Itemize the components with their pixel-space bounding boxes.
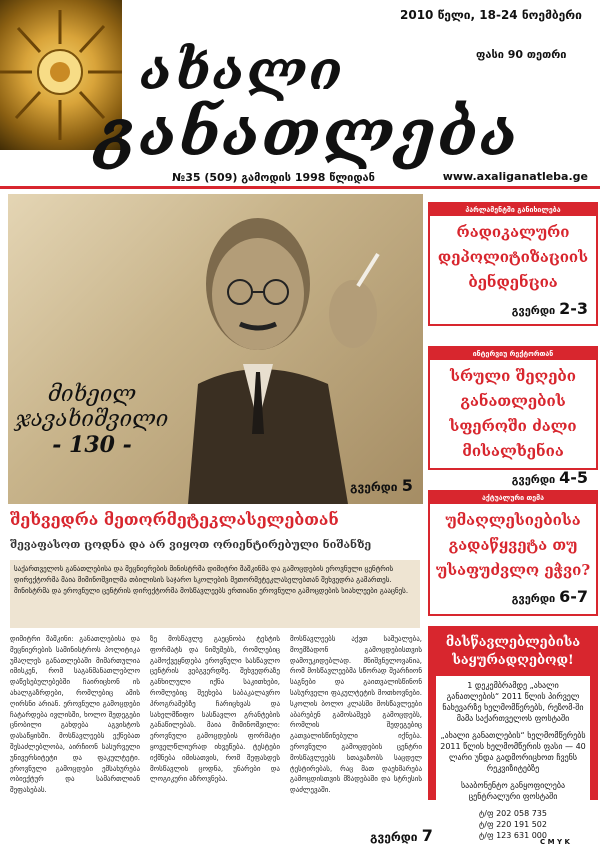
article-subhead: შევაფასოთ ცოდნა და არ ვიყოთ ორიენტირებული ნიშანზე bbox=[10, 538, 372, 551]
teaser-page-ref bbox=[430, 464, 596, 491]
notice-item-1: 1 დეკემბრამდე „ახალი განათლების“ 2011 წლის პირველ ნახევარზე ხელმომწერებს, რეზომ-ში მამა საქართველოს ფოსტაში bbox=[442, 681, 584, 723]
cmyk-marker: C M Y K bbox=[540, 838, 570, 846]
teaser-title: სრული შეღები განათლების სფეროში ძალი მისალხენია bbox=[449, 367, 577, 460]
caption-first-name: მიხეილ bbox=[47, 382, 137, 407]
teaser-header: პარლამენტში განიხილება bbox=[430, 204, 596, 216]
page-number: 5 bbox=[401, 476, 413, 495]
masthead-title-line1: ახალი bbox=[140, 38, 345, 102]
article-column-1: დიმიტრი შაშკინი: განათლებისა და მეცნიერების სამინისტროს პოლიტიკა უმაღლეს განათლებაში მიმართულია იმისკენ, რომ საგანმანათლებლო დაწესებულებებში ჩაირიცხონ ის ახალგაზრდები, რომლებიც ამის ღირსნი არიან. ეროვნული გამოცდები ჩატარდება ივლისში, ხოლო შედეგები ცნობილი გახდება აგვისტოს დასაწყისში. მოსწავლეებს ექნებათ შესაძლებლობა, აირჩიონ სასურველი უნივერსიტეტი და ფაკულტეტი. ეროვნული გამოცდები ემსახურება ობიექტურ და სამართლიან შეფასებას. bbox=[10, 635, 140, 795]
page-label: გვერდი bbox=[511, 592, 556, 605]
teaser-title: უმაღლესიებისა გადაწყვეტა თუ უსაფუძვლო ეჭვი? bbox=[435, 511, 591, 579]
article-page-ref[interactable] bbox=[370, 826, 433, 845]
notice-phone-1: ტ/ფ 202 058 735 bbox=[479, 809, 547, 818]
page-number: 6-7 bbox=[559, 587, 588, 606]
page-number: 4-5 bbox=[559, 468, 588, 487]
page-number: 2-3 bbox=[559, 299, 588, 318]
caption-anniversary: - 130 - bbox=[52, 432, 132, 458]
notice-title: მასწავლებლებისა საყურადღებოდ! bbox=[430, 628, 596, 676]
teaser-header: აქტუალური თემა bbox=[430, 492, 596, 504]
article-headline[interactable]: შეხვედრა მეთორმეტეკლასელებთან bbox=[10, 510, 339, 529]
issue-number: №35 (509) გამოდის 1998 წლიდან bbox=[172, 171, 375, 184]
page-label: გვერდი bbox=[370, 830, 418, 844]
page-number: 7 bbox=[421, 826, 433, 845]
masthead-title-line2: განათლება bbox=[96, 96, 520, 171]
teaser-page-ref bbox=[430, 583, 596, 610]
teaser-header: ინტერვიუ რექტორთან bbox=[430, 348, 596, 360]
page-label: გვერდი bbox=[511, 473, 556, 486]
notice-item-2: „ახალი განათლების“ ხელმომწერებს 2011 წლის ხელმომწერის ფასი — 40 ლარი უნდა გადმორიცხოთ ჩვენს რეკვიზიტებზე bbox=[440, 731, 586, 773]
right-column bbox=[428, 194, 598, 854]
teaser-title: რადიკალური დეპოლიტიზაციის ბენდენცია bbox=[437, 223, 589, 291]
subscription-notice-box bbox=[428, 626, 598, 840]
masthead-divider bbox=[0, 186, 600, 189]
article-column-2: ზე მოსწავლე გაეცნობა ტესტის ფორმატს და ნიმუშებს, რომლებიც გამოქვეყნდება ეროვნული სასწავლო ცენტრის ვებგვერდზე. შეხვედრაზე განხილული იქნა საკითხები, რომლებიც შეეხება საბაკალავრო პროგრამებზე ჩარიცხვას და სახელმწიფო სასწავლო გრანტების განაწილებას. მაია მიმინოშვილი: ეროვნული გამოცდების ფორმატი ყოველწლიურად იხვეწება. ტესტები იქმნება იმისათვის, რომ შეფასდეს მოსწავლის ცოდნა, უნარები და ლოგიკური აზროვნება. bbox=[150, 635, 280, 784]
notice-phone-3: ტ/ფ 123 631 000 bbox=[479, 831, 547, 840]
notice-item-3: სააბონენტო განყოფილება ცენტრალური ფოსტაში bbox=[460, 781, 566, 801]
article-lead: საქართველოს განათლებისა და მეცნიერების მინისტრმა დიმიტრი შაშკინმა და გამოცდების ეროვნული ცენტრის დირექტორმა მაია მიმინოშვილმა თბილისის საჯარო სკოლების მეთორმეტეკლასელებთან შეხვედრა გამართეს. მინისტრმა და ეროვნული ცენტრის დირექტორმა მოსწავლეებს ერთიანი ეროვნული გამოცდების სიახლეები გააცნეს. bbox=[10, 560, 420, 628]
website-link[interactable]: www.axaliganatleba.ge bbox=[442, 170, 588, 183]
issue-price: ფასი 90 თეთრი bbox=[476, 48, 567, 61]
page-label: გვერდი bbox=[511, 304, 556, 317]
issue-dateline: 2010 წელი, 18-24 ნოემბერი bbox=[400, 8, 582, 22]
article-column-3: მოსწავლეებს აქვთ საშუალება, მოემზადონ გამოცდებისთვის დამოუკიდებლად. მნიშვნელოვანია, რომ მოსწავლეებმა სწორად შეარჩიონ საგნები და გაითვალისწინონ სასურველი ფაკულტეტის მოთხოვნები. სკოლის ბოლო კლასში მოსწავლეები აბარებენ გამოსაშვებ გამოცდებს, რომლის შედეგებიც გათვალისწინებული იქნება. ეროვნული გამოცდების ცენტრი მოსწავლეებს სთავაზობს საცდელ ტესტირებას, რაც მათ დაეხმარება გამოცდისთვის მზადებაში და სტრესის დაძლევაში. bbox=[290, 635, 422, 795]
teaser-box-3[interactable] bbox=[428, 490, 598, 616]
caption-last-name: ჯავახიშვილი bbox=[15, 407, 169, 432]
notice-phone-2: ტ/ფ 220 191 502 bbox=[479, 820, 547, 829]
notice-body bbox=[436, 676, 590, 845]
page-label: გვერდი bbox=[350, 480, 398, 494]
teaser-page-ref bbox=[430, 295, 596, 322]
portrait-caption bbox=[12, 382, 172, 458]
teaser-box-2[interactable] bbox=[428, 346, 598, 487]
teaser-box-1[interactable] bbox=[428, 202, 598, 326]
photo-page-ref[interactable] bbox=[350, 476, 413, 495]
